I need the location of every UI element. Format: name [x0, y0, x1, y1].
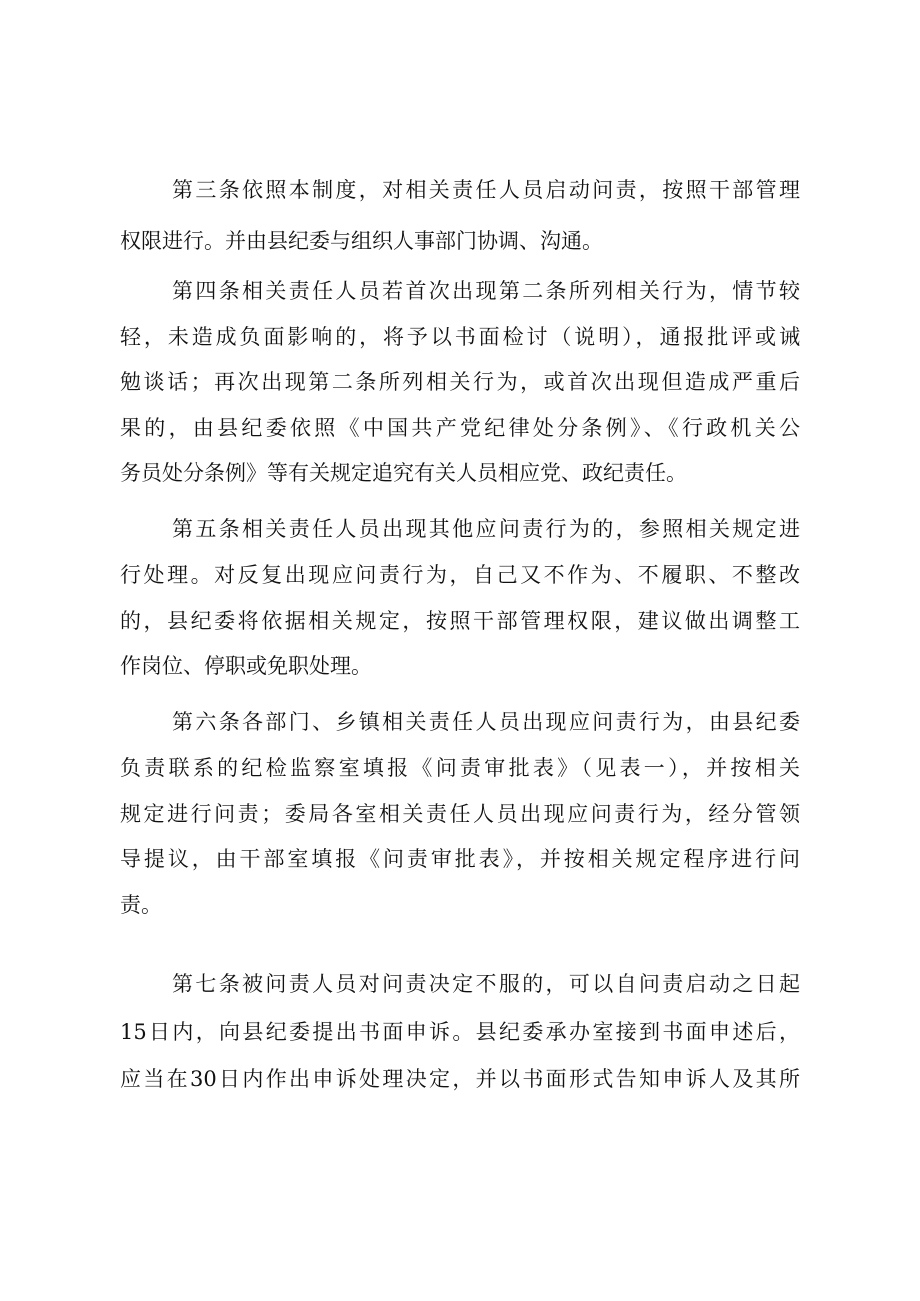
paragraph-line: 责。	[120, 893, 162, 917]
paragraph-line: 勉谈话；再次出现第二条所列相关行为，或首次出现但造成严重后	[120, 370, 800, 394]
paragraph-line: 果的，由县纪委依照《中国共产党纪律处分条例》、《行政机关公	[120, 416, 800, 440]
paragraph-line: 第四条相关责任人员若首次出现第二条所列相关行为，情节较	[172, 279, 800, 303]
paragraph-line: 规定进行问责；委局各室相关责任人员出现应问责行为，经分管领	[120, 802, 800, 826]
paragraph-line: 轻，未造成负面影响的，将予以书面检讨（说明），通报批评或诫	[120, 325, 800, 349]
paragraph-line: 的，县纪委将依据相关规定，按照干部管理权限，建议做出调整工	[120, 609, 800, 633]
paragraph-line: 15日内，向县纪委提出书面申诉。县纪委承办室接到书面申述后，	[120, 1020, 800, 1044]
paragraph-line: 权限进行。并由县纪委与组织人事部门协调、沟通。	[120, 229, 603, 253]
paragraph-line: 第三条依照本制度，对相关责任人员启动问责，按照干部管理	[172, 178, 800, 202]
paragraph-line: 务员处分条例》等有关规定追究有关人员相应党、政纪责任。	[120, 461, 687, 485]
paragraph-line: 第六条各部门、乡镇相关责任人员出现应问责行为，由县纪委	[172, 710, 800, 734]
paragraph-line: 负责联系的纪检监察室填报《问责审批表》（见表一），并按相关	[120, 756, 800, 780]
paragraph-line: 应当在30日内作出申诉处理决定，并以书面形式告知申诉人及其所	[120, 1067, 800, 1091]
paragraph-line: 行处理。对反复出现应问责行为，自己又不作为、不履职、不整改	[120, 563, 800, 587]
paragraph-line: 作岗位、停职或免职处理。	[120, 654, 372, 678]
paragraph-line: 导提议，由干部室填报《问责审批表》，并按相关规定程序进行问	[120, 847, 800, 871]
paragraph-line: 第七条被问责人员对问责决定不服的，可以自问责启动之日起	[172, 972, 800, 996]
paragraph-line: 第五条相关责任人员出现其他应问责行为的，参照相关规定进	[172, 517, 800, 541]
